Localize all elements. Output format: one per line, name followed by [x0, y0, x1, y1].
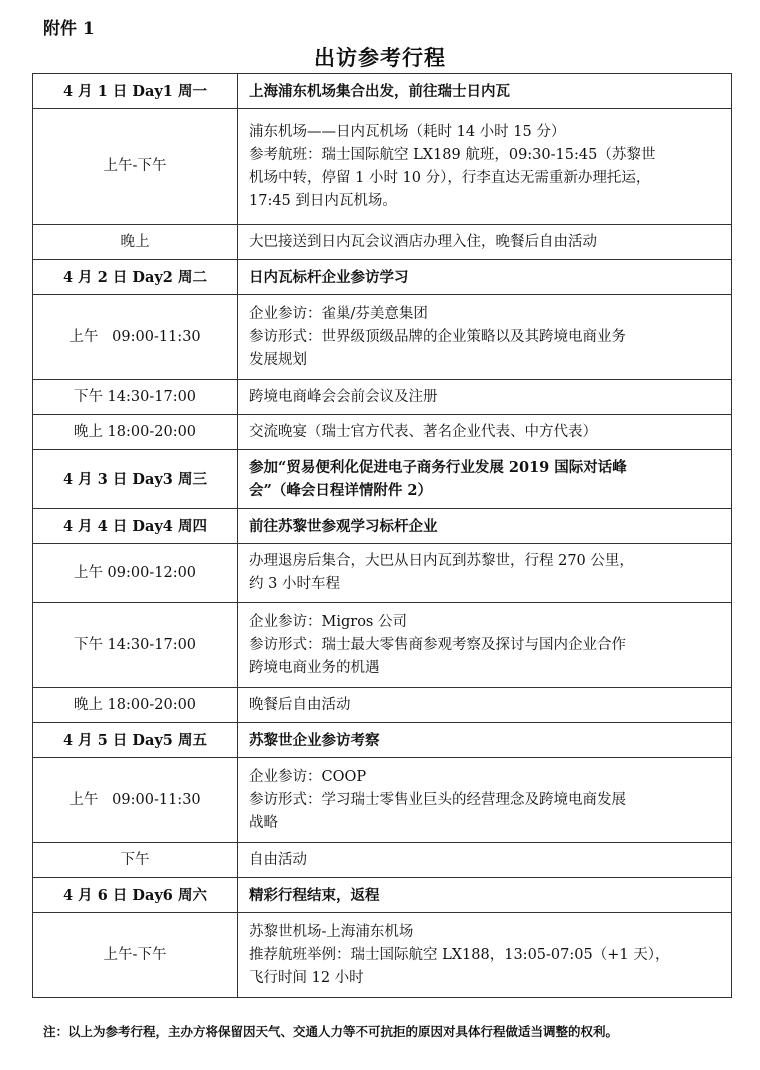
schedule-row	[33, 295, 732, 380]
page-title: 出访参考行程	[314, 45, 446, 70]
content-line: 战略	[249, 814, 278, 831]
schedule-row	[33, 688, 732, 723]
activity-cell	[238, 544, 732, 603]
content-line: 晚餐后自由活动	[249, 696, 351, 713]
day-date-cell: 4 月 1 日 Day1 周一	[33, 74, 238, 109]
content-line: 苏黎世机场-上海浦东机场	[249, 923, 414, 940]
day-header-row	[33, 260, 732, 295]
day-title-cell	[238, 723, 732, 758]
content-line: 跨境电商峰会会前会议及注册	[249, 388, 438, 405]
content-line: 大巴接送到日内瓦会议酒店办理入住，晚餐后自由活动	[249, 233, 597, 250]
day-header-row	[33, 723, 732, 758]
day-date-cell: 4 月 3 日 Day3 周三	[33, 450, 238, 509]
content-line: 飞行时间 12 小时	[249, 969, 364, 986]
activity-cell	[238, 109, 732, 225]
activity-cell	[238, 688, 732, 723]
schedule-row	[33, 380, 732, 415]
content-line: 企业参访：Migros 公司	[249, 613, 407, 630]
content-line: 参访形式：瑞士最大零售商参观考察及探讨与国内企业合作	[249, 636, 626, 653]
activity-cell	[238, 603, 732, 688]
content-line: 办理退房后集合，大巴从日内瓦到苏黎世，行程 270 公里，	[249, 553, 634, 569]
content-line: 机场中转，停留 1 小时 10 分），行李直达无需重新办理托运，	[249, 169, 651, 186]
schedule-row	[33, 758, 732, 843]
schedule-row	[33, 544, 732, 603]
schedule-row	[33, 913, 732, 998]
time-cell: 上午-下午	[33, 109, 238, 225]
day-header-row	[33, 878, 732, 913]
activity-cell	[238, 758, 732, 843]
day-title-cell	[238, 509, 732, 544]
time-cell: 下午 14:30-17:00	[33, 380, 238, 415]
content-line: 约 3 小时车程	[249, 576, 340, 592]
time-cell: 上午 09:00-12:00	[33, 544, 238, 603]
content-line: 交流晚宴（瑞士官方代表、著名企业代表、中方代表）	[249, 423, 597, 440]
content-line: 苏黎世企业参访考察	[249, 731, 380, 749]
schedule-row	[33, 415, 732, 450]
itinerary-table-body	[33, 74, 732, 998]
activity-cell	[238, 380, 732, 415]
itinerary-table	[32, 73, 732, 998]
day-date-cell: 4 月 4 日 Day4 周四	[33, 509, 238, 544]
time-cell: 晚上 18:00-20:00	[33, 415, 238, 450]
time-cell: 晚上 18:00-20:00	[33, 688, 238, 723]
content-line: 精彩行程结束，返程	[249, 886, 380, 904]
content-line: 日内瓦标杆企业参访学习	[249, 268, 409, 286]
day-title-cell	[238, 74, 732, 109]
schedule-row	[33, 109, 732, 225]
day-title-cell	[238, 450, 732, 509]
activity-cell	[238, 913, 732, 998]
schedule-row	[33, 843, 732, 878]
day-date-cell: 4 月 6 日 Day6 周六	[33, 878, 238, 913]
content-line: 推荐航班举例：瑞士国际航空 LX188，13:05-07:05（+1 天），	[249, 946, 670, 963]
activity-cell	[238, 295, 732, 380]
footnote: 注：以上为参考行程，主办方将保留因天气、交通人力等不可抗拒的原因对具体行程做适当调整的权利。	[43, 1024, 619, 1039]
day-header-row	[33, 74, 732, 109]
content-line: 浦东机场——日内瓦机场（耗时 14 小时 15 分）	[249, 123, 566, 140]
content-line: 17:45 到日内瓦机场。	[249, 192, 397, 209]
schedule-row	[33, 225, 732, 260]
content-line: 企业参访：COOP	[249, 768, 367, 785]
content-line: 自由活动	[249, 851, 307, 868]
content-line: 参加“贸易便利化促进电子商务行业发展 2019 国际对话峰	[249, 459, 627, 476]
content-line: 参访形式：世界级顶级品牌的企业策略以及其跨境电商业务	[249, 328, 626, 345]
day-header-row	[33, 450, 732, 509]
time-cell: 下午 14:30-17:00	[33, 603, 238, 688]
day-date-cell: 4 月 5 日 Day5 周五	[33, 723, 238, 758]
schedule-row	[33, 603, 732, 688]
day-header-row	[33, 509, 732, 544]
activity-cell	[238, 843, 732, 878]
attachment-label: 附件 1	[43, 19, 95, 39]
time-cell: 晚上	[33, 225, 238, 260]
content-line: 参访形式：学习瑞士零售业巨头的经营理念及跨境电商发展	[249, 791, 626, 808]
content-line: 发展规划	[249, 351, 307, 368]
time-cell: 上午 09:00-11:30	[33, 295, 238, 380]
content-line: 企业参访：雀巢/芬美意集团	[249, 305, 428, 322]
day-title-cell	[238, 260, 732, 295]
content-line: 上海浦东机场集合出发，前往瑞士日内瓦	[249, 82, 510, 100]
content-line: 参考航班：瑞士国际航空 LX189 航班，09:30-15:45（苏黎世	[249, 146, 656, 163]
day-title-cell	[238, 878, 732, 913]
content-line: 会”（峰会日程详情附件 2）	[249, 482, 432, 499]
time-cell: 上午 09:00-11:30	[33, 758, 238, 843]
time-cell: 上午-下午	[33, 913, 238, 998]
day-date-cell: 4 月 2 日 Day2 周二	[33, 260, 238, 295]
content-line: 跨境电商业务的机遇	[249, 659, 380, 676]
activity-cell	[238, 225, 732, 260]
content-line: 前往苏黎世参观学习标杆企业	[249, 517, 438, 535]
activity-cell	[238, 415, 732, 450]
time-cell: 下午	[33, 843, 238, 878]
